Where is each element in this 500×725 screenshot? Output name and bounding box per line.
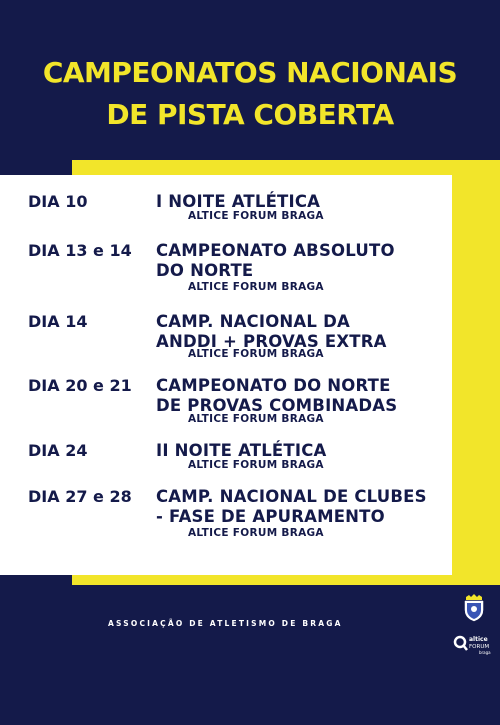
event-venue: ALTICE FORUM BRAGA: [188, 348, 324, 360]
event-name-line: CAMP. NACIONAL DE CLUBES: [156, 487, 427, 506]
event-name: [156, 487, 427, 527]
braga-crest-icon: [462, 594, 486, 622]
event-day: DIA 14: [28, 312, 88, 331]
event-name-line: II NOITE ATLÉTICA: [156, 441, 327, 460]
event-name-line: CAMPEONATO ABSOLUTO: [156, 241, 395, 260]
logo-word-forum: FORUM: [469, 644, 490, 650]
event-day: DIA 27 e 28: [28, 487, 132, 506]
schedule-card: [0, 175, 452, 575]
event-name: [156, 441, 326, 461]
event-name-line: CAMPEONATO DO NORTE: [156, 376, 391, 395]
event-name: [156, 241, 395, 281]
event-name: [156, 312, 387, 352]
event-day: DIA 20 e 21: [28, 376, 132, 395]
association-name: ASSOCIAÇÃO DE ATLETISMO DE BRAGA: [108, 619, 343, 628]
event-day: DIA 24: [28, 441, 88, 460]
page-title: [0, 52, 500, 136]
event-name: [156, 192, 320, 212]
event-name-line: CAMP. NACIONAL DA: [156, 312, 350, 331]
logo-word-braga: braga: [479, 650, 491, 655]
event-name: [156, 376, 397, 416]
event-day: DIA 13 e 14: [28, 241, 132, 260]
logo-word-altice: altice: [469, 636, 488, 643]
event-day: DIA 10: [28, 192, 88, 211]
event-name-line: I NOITE ATLÉTICA: [156, 192, 321, 211]
event-venue: ALTICE FORUM BRAGA: [188, 281, 324, 293]
event-venue: ALTICE FORUM BRAGA: [188, 413, 324, 425]
event-name-line: DE PROVAS COMBINADAS: [156, 396, 398, 415]
event-name-line: - FASE DE APURAMENTO: [156, 507, 385, 526]
altice-forum-logo-icon: [452, 632, 496, 660]
event-venue: ALTICE FORUM BRAGA: [188, 210, 324, 222]
event-venue: ALTICE FORUM BRAGA: [188, 527, 324, 539]
title-line-2: DE PISTA COBERTA: [106, 98, 394, 131]
event-venue: ALTICE FORUM BRAGA: [188, 459, 324, 471]
event-name-line: ANDDI + PROVAS EXTRA: [156, 332, 387, 351]
event-name-line: DO NORTE: [156, 261, 254, 280]
title-line-1: CAMPEONATOS NACIONAIS: [42, 56, 458, 89]
